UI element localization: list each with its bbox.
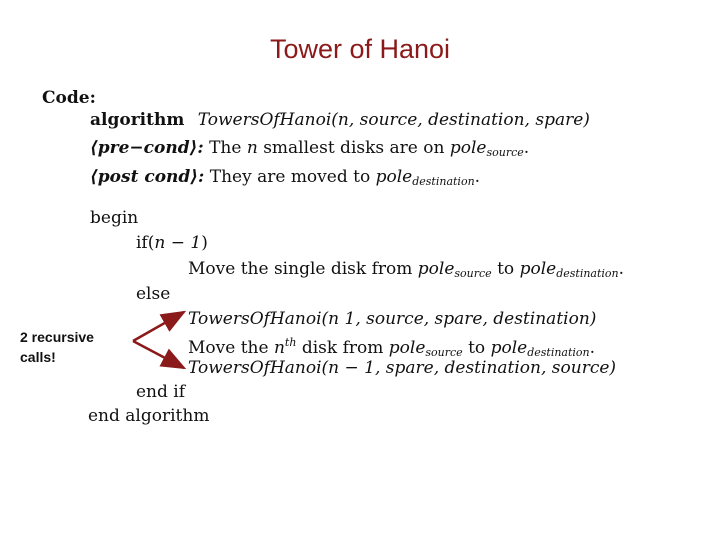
slide-title: Tower of Hanoi — [269, 34, 451, 64]
pole-source-sub: source — [425, 346, 463, 359]
postcondition-text: They are moved to — [209, 167, 371, 187]
period: . — [589, 338, 596, 358]
code-heading: Code: — [42, 88, 96, 108]
to-word: to — [497, 259, 515, 279]
postcondition-label: ⟨post cond⟩: — [90, 167, 205, 187]
algorithm-keyword: algorithm — [90, 110, 185, 130]
pole-source-sub: source — [486, 146, 524, 159]
precondition-n: n — [246, 138, 258, 158]
else-line: else — [136, 284, 171, 304]
end-if-line: end if — [136, 382, 186, 402]
pole-destination-sub: destination — [527, 346, 590, 359]
begin-line: begin — [90, 208, 139, 228]
pole-word: pole — [449, 138, 487, 158]
precondition-text-b: smallest disks are on — [263, 138, 445, 158]
arrow-to-call-2 — [133, 341, 184, 368]
annotation-line-2: calls! — [20, 349, 56, 365]
end-algorithm-line: end algorithm — [88, 406, 210, 426]
period: . — [474, 167, 481, 187]
move-nth-text-b: disk from — [301, 338, 384, 358]
pole-word: pole — [417, 259, 455, 279]
period: . — [523, 138, 530, 158]
pole-word: pole — [490, 338, 528, 358]
arrow-to-call-1 — [133, 312, 184, 341]
pole-word: pole — [388, 338, 426, 358]
recursive-call-1: TowersOfHanoi(n 1, source, spare, destination) — [188, 309, 597, 329]
recursive-call-2: TowersOfHanoi(n − 1, spare, destination, source) — [188, 358, 617, 378]
if-condition: n − 1 — [154, 233, 202, 253]
precondition-text-a: The — [209, 138, 242, 158]
move-nth-sup: th — [284, 336, 297, 349]
pole-source-sub: source — [454, 267, 492, 280]
annotation-line-1: 2 recursive — [20, 329, 94, 345]
move-single-text: Move the single disk from — [188, 259, 413, 279]
to-word: to — [468, 338, 486, 358]
move-nth-n: n — [273, 338, 285, 358]
pole-destination-sub: destination — [556, 267, 619, 280]
pole-destination-sub: destination — [412, 175, 475, 188]
period: . — [618, 259, 625, 279]
if-close: ) — [201, 233, 208, 253]
pole-word: pole — [519, 259, 557, 279]
if-keyword: if( — [136, 233, 155, 253]
pole-word: pole — [375, 167, 413, 187]
algorithm-signature: TowersOfHanoi(n, source, destination, spare) — [197, 110, 590, 130]
precondition-label: ⟨pre−cond⟩: — [90, 138, 204, 158]
move-nth-text-a: Move the — [188, 338, 269, 358]
